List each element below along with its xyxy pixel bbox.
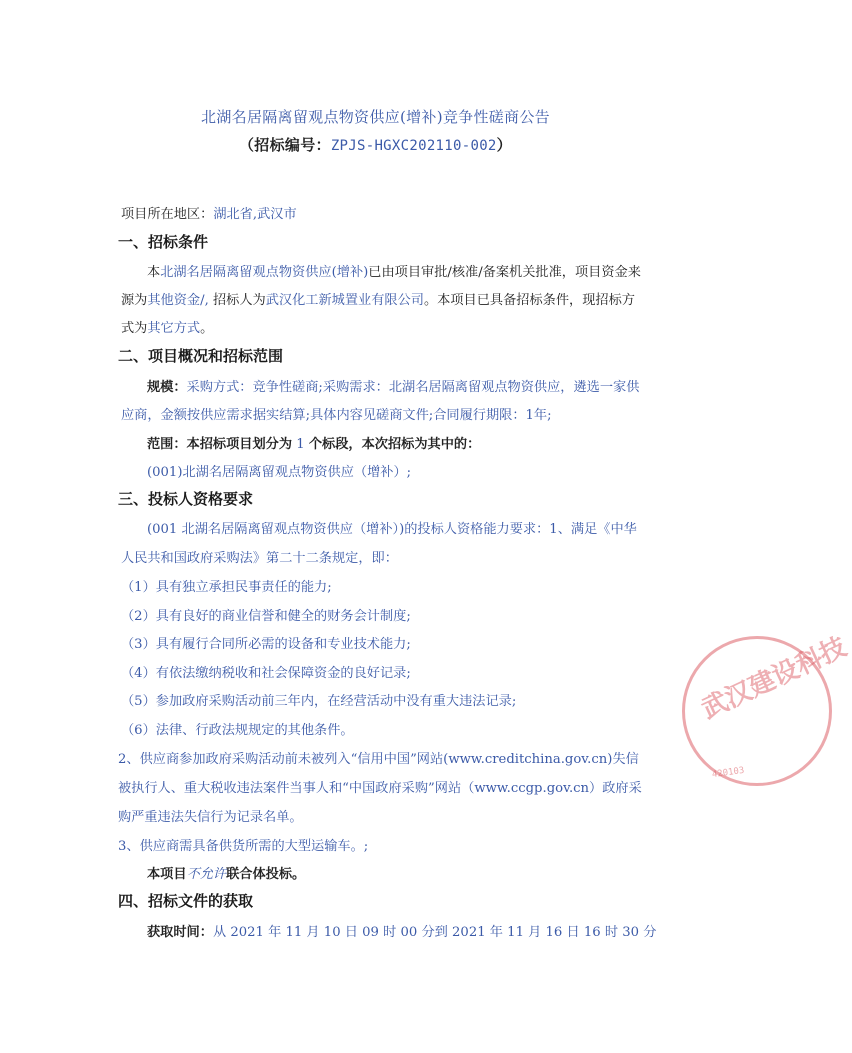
s3-para-3: 3、供应商需具备供货所需的大型运输车。; [118,839,369,854]
tender-code-close: ） [496,136,512,154]
s3-para-2-line-1: 2、供应商参加政府采购活动前未被列入“信用中国”网站(www.creditchina.gov.cn)失信 [118,752,639,767]
tender-code-label: （招标编号： [239,136,331,154]
section-2-heading: 二、项目概况和招标范围 [118,347,284,365]
time-label: 获取时间： [147,925,213,940]
s2-lot: (001)北湖名居隔离留观点物资供应（增补）; [147,465,412,480]
section-1-heading: 一、招标条件 [118,233,209,251]
s1-method: 其它方式 [147,321,201,336]
s1-text: 。本项目已具备招标条件，现招标方 [423,293,635,308]
s1-text: 。 [200,321,214,336]
time-value: 从 2021 年 11 月 10 日 09 时 00 分到 2021 年 11 月 16 日 16 时 30 分 [212,925,657,940]
s3-para-2-line-2: 被执行人、重大税收违法案件当事人和“中国政府采购”网站（www.ccgp.gov.cn）政府采 [118,781,642,796]
lot-count: 1 [292,437,309,452]
s1-text: 招标人为 [208,293,266,308]
s3-item-6: （6）法律、行政法规规定的其他条件。 [121,723,354,738]
s1-text: 源为 [121,293,148,308]
seal-text: 武汉建设科技 [697,632,852,726]
range-text: 个标段，本次招标为其中的： [308,437,481,452]
s3-item-5: （5）参加政府采购活动前三年内，在经营活动中没有重大违法记录; [121,694,517,709]
s3-intro-line-1: (001 北湖名居隔离留观点物资供应（增补）)的投标人资格能力要求：1、满足《中华 [147,522,637,537]
section-3-heading: 三、投标人资格要求 [118,490,254,508]
section-4-heading: 四、招标文件的获取 [118,892,254,910]
range-text: 范围：本招标项目划分为 [147,437,293,452]
region-label: 项目所在地区： [121,207,214,222]
region-value: 湖北省,武汉市 [213,207,297,222]
consortium-text: 联合体投标。 [226,867,306,882]
s1-text: 已由项目审批/核准/备案机关批准，项目资金来 [368,265,641,280]
s3-item-4: （4）有依法缴纳税收和社会保障资金的良好记录; [121,666,411,681]
seal-number: 420103 [711,765,746,781]
s1-text: 本 [147,265,161,280]
s1-text: 式为 [121,321,148,336]
s1-tenderer: 武汉化工新城置业有限公司 [265,293,424,308]
s3-item-1: （1）具有独立承担民事责任的能力; [121,580,332,595]
scale-label: 规模： [147,380,187,395]
s1-project-name: 北湖名居隔离留观点物资供应(增补) [160,265,369,280]
s3-item-3: （3）具有履行合同所必需的设备和专业技术能力; [121,637,411,652]
tender-code-value: ZPJS-HGXC202110-002 [330,138,497,154]
s3-intro-line-2: 人民共和国政府采购法》第二十二条规定，即： [121,551,398,566]
consortium-text: 本项目 [147,867,187,882]
s3-para-2-line-3: 购严重违法失信行为记录名单。 [118,810,303,825]
s1-fund-source: 其他资金/, [147,293,209,308]
s2-scale-line-2: 应商，金额按供应需求据实结算;具体内容见磋商文件;合同履行期限：1年; [121,408,552,423]
consortium-value: 不允许 [186,867,227,882]
scale-text: 采购方式：竞争性磋商;采购需求：北湖名居隔离留观点物资供应，遴选一家供 [186,380,640,395]
s3-item-2: （2）具有良好的商业信誉和健全的财务会计制度; [121,609,411,624]
document-title: 北湖名居隔离留观点物资供应(增补)竞争性磋商公告 [201,108,550,126]
